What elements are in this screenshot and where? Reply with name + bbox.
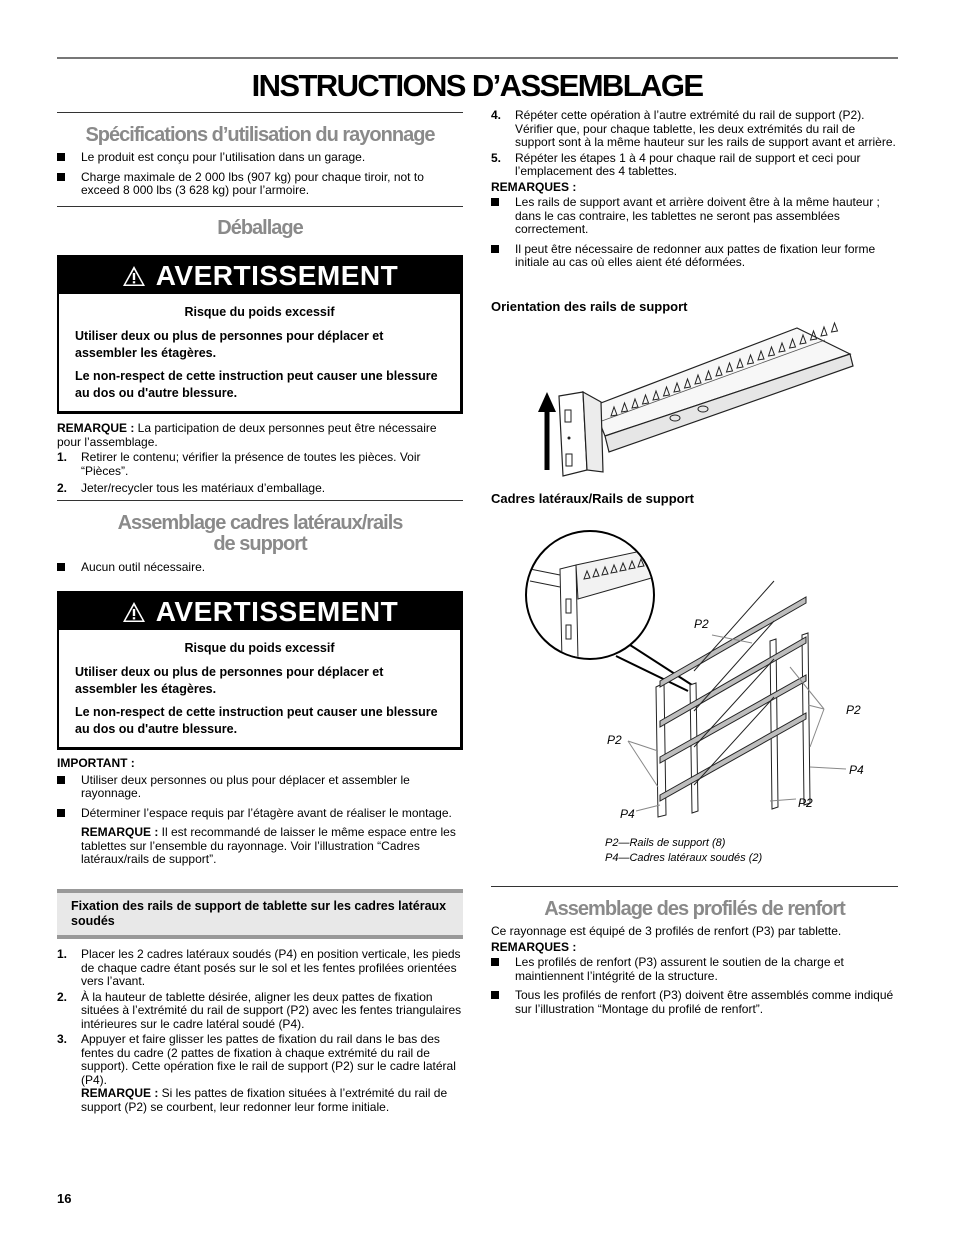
label-p4: P4 — [849, 763, 864, 777]
list-item: Déterminer l’espace requis par l’étagère avant de réaliser le montage. — [57, 807, 463, 821]
warning-header — [59, 257, 461, 294]
fixation-steps — [57, 948, 463, 1114]
list-item: Il peut être nécessaire de redonner aux pattes de fixation leur forme initiale au cas où elles aient été déformées. — [491, 243, 898, 270]
warning-line: Le non-respect de cette instruction peut causer une blessure au dos ou d'autre blessure. — [75, 705, 438, 736]
profiles-intro: Ce rayonnage est équipé de 3 profilés de renfort (P3) par tablette. — [491, 924, 842, 938]
list-item: Aucun outil nécessaire. — [57, 561, 463, 575]
profiles-heading: Assemblage des profilés de renfort — [544, 898, 845, 920]
step-item: 1. Placer les 2 cadres latéraux soudés (P4) en position verticale, les pieds de chaque cadre étant posés sur le sol et les fentes profilées orientées vers l’avant. — [57, 947, 461, 988]
warning-triangle-icon — [122, 601, 146, 623]
warning-body — [59, 294, 463, 414]
warning-body — [59, 630, 463, 750]
warning-line: Utiliser deux ou plus de personnes pour déplacer et assembler les étagères. — [75, 329, 384, 360]
figure-caption: P2—Rails de support (8) P4—Cadres latéraux soudés (2) — [605, 837, 763, 864]
shelf-rail — [660, 597, 806, 687]
warning-line: Le non-respect de cette instruction peut causer une blessure au dos ou d'autre blessure. — [75, 369, 438, 400]
list-item: Charge maximale de 2 000 lbs (907 kg) pour chaque tiroir, not to exceed 8 000 lbs (3 628 kg) pour l’armoire. — [57, 171, 463, 198]
step-item: 5. Répéter les étapes 1 à 4 pour chaque rail de support et ceci pour l’emplacement des 4 tablettes. — [491, 150, 861, 178]
step-item: 2. Jeter/recycler tous les matériaux d’emballage. — [57, 481, 326, 495]
step-item: 2. À la hauteur de tablette désirée, aligner les deux pattes de fixation situées à l’extrémité du rail de support (P2) avec les fentes triangulaires intérieures sur le cadre latéral soudé (P4). — [57, 989, 462, 1031]
warning-header — [59, 593, 461, 630]
up-arrow-head — [538, 392, 556, 412]
page-title: INSTRUCTIONS D’ASSEMBLAGE — [251, 68, 703, 103]
remarques-label: REMARQUES : — [491, 939, 577, 954]
important-label: IMPORTANT : — [57, 756, 135, 770]
top-rule — [57, 57, 898, 59]
remarque-paragraph: REMARQUE : La participation de deux personnes peut être nécessaire pour l’assemblage. — [57, 421, 437, 449]
rail-slot — [832, 323, 838, 332]
cadres-heading: Cadres latéraux/Rails de support — [491, 491, 695, 506]
fixation-heading-box: Fixation des rails de support de tablette sur les cadres latéraux soudés — [57, 889, 463, 939]
warning-line: Utiliser deux ou plus de personnes pour déplacer et assembler les étagères. — [75, 665, 384, 696]
important-note: REMARQUE : Il est recommandé de laisser le même espace entre les tablettes sur l’ensemble du rayonnage. Voir l’illustration “Cadres latéraux/rails de support”. — [81, 825, 456, 866]
label-p2: P2 — [846, 703, 861, 717]
section-rule — [57, 206, 463, 207]
deballage-text — [57, 422, 463, 496]
right-steps — [491, 109, 898, 270]
warning-box — [57, 255, 463, 414]
deballage-heading: Déballage — [217, 217, 303, 239]
list-item: Utiliser deux personnes ou plus pour déplacer et assembler le rayonnage. — [57, 774, 463, 801]
important-section — [57, 757, 463, 867]
spec-list — [57, 151, 463, 198]
label-p2: P2 — [694, 617, 709, 631]
list-item: Le produit est conçu pour l’utilisation dans un garage. — [57, 151, 463, 165]
rail-orientation-illustration — [535, 318, 865, 478]
step-item: 1. Retirer le contenu; vérifier la présence de toutes les pièces. Voir “Pièces”. — [57, 450, 421, 478]
orientation-heading: Orientation des rails de support — [491, 299, 688, 314]
step-item: 3. Appuyer et faire glisser les pattes de fixation du rail dans le bas des fentes du cadre (2 pattes de fixation à chaque extrémité du rail de support). Cette opération fixe le rail de support (P2) sur le cadre latéral (P4). — [57, 1032, 456, 1087]
section-rule — [491, 886, 898, 887]
list-item: Tous les profilés de renfort (P3) doivent être assemblés comme indiqué sur l’illustration “Montage du profilé de renfort”. — [491, 989, 898, 1016]
warning-triangle-icon — [122, 265, 146, 287]
list-item: Les profilés de renfort (P3) assurent le soutien de la charge et maintiennent l’intégrité de la structure. — [491, 956, 898, 983]
assemblage-list — [57, 561, 463, 575]
assemblage-heading: Assemblage cadres latéraux/rails de support — [117, 512, 403, 555]
list-item: Les rails de support avant et arrière doivent être à la même hauteur ; dans le cas contraire, les tablettes ne seront pas assemblées correctement. — [491, 196, 898, 237]
shelving-unit-illustration — [520, 525, 880, 835]
remarques-label: REMARQUES : — [491, 179, 577, 194]
spec-heading: Spécifications d’utilisation du rayonnage — [85, 124, 435, 146]
warning-label: AVERTISSEMENT — [155, 595, 399, 627]
rail-slot — [647, 557, 653, 565]
fixation-note: REMARQUE : Si les pattes de fixation situées à l’extrémité du rail de support (P2) se courbent, leur redonner leur forme initiale. — [81, 1086, 448, 1114]
section-rule — [57, 112, 463, 113]
rail-slot — [821, 327, 827, 336]
shelf-rail — [660, 637, 806, 727]
label-p4: P4 — [620, 807, 635, 821]
section-rule — [57, 500, 463, 501]
profiles-section — [491, 925, 898, 1016]
step-item: 4. Répéter cette opération à l’autre extrémité du rail de support (P2). Vérifier que, pour chaque tablette, les deux extrémités du rail de support sont à la même hauteur sur les rails de support avant et arrière. — [491, 108, 896, 149]
warning-risk: Risque du poids excessif — [184, 305, 335, 319]
label-p2: P2 — [798, 796, 813, 810]
warning-label: AVERTISSEMENT — [155, 259, 399, 291]
shelf-rail — [660, 713, 806, 801]
warning-risk: Risque du poids excessif — [184, 641, 335, 655]
warning-box — [57, 591, 463, 750]
label-p2: P2 — [607, 733, 622, 747]
page-number: 16 — [57, 1191, 72, 1206]
